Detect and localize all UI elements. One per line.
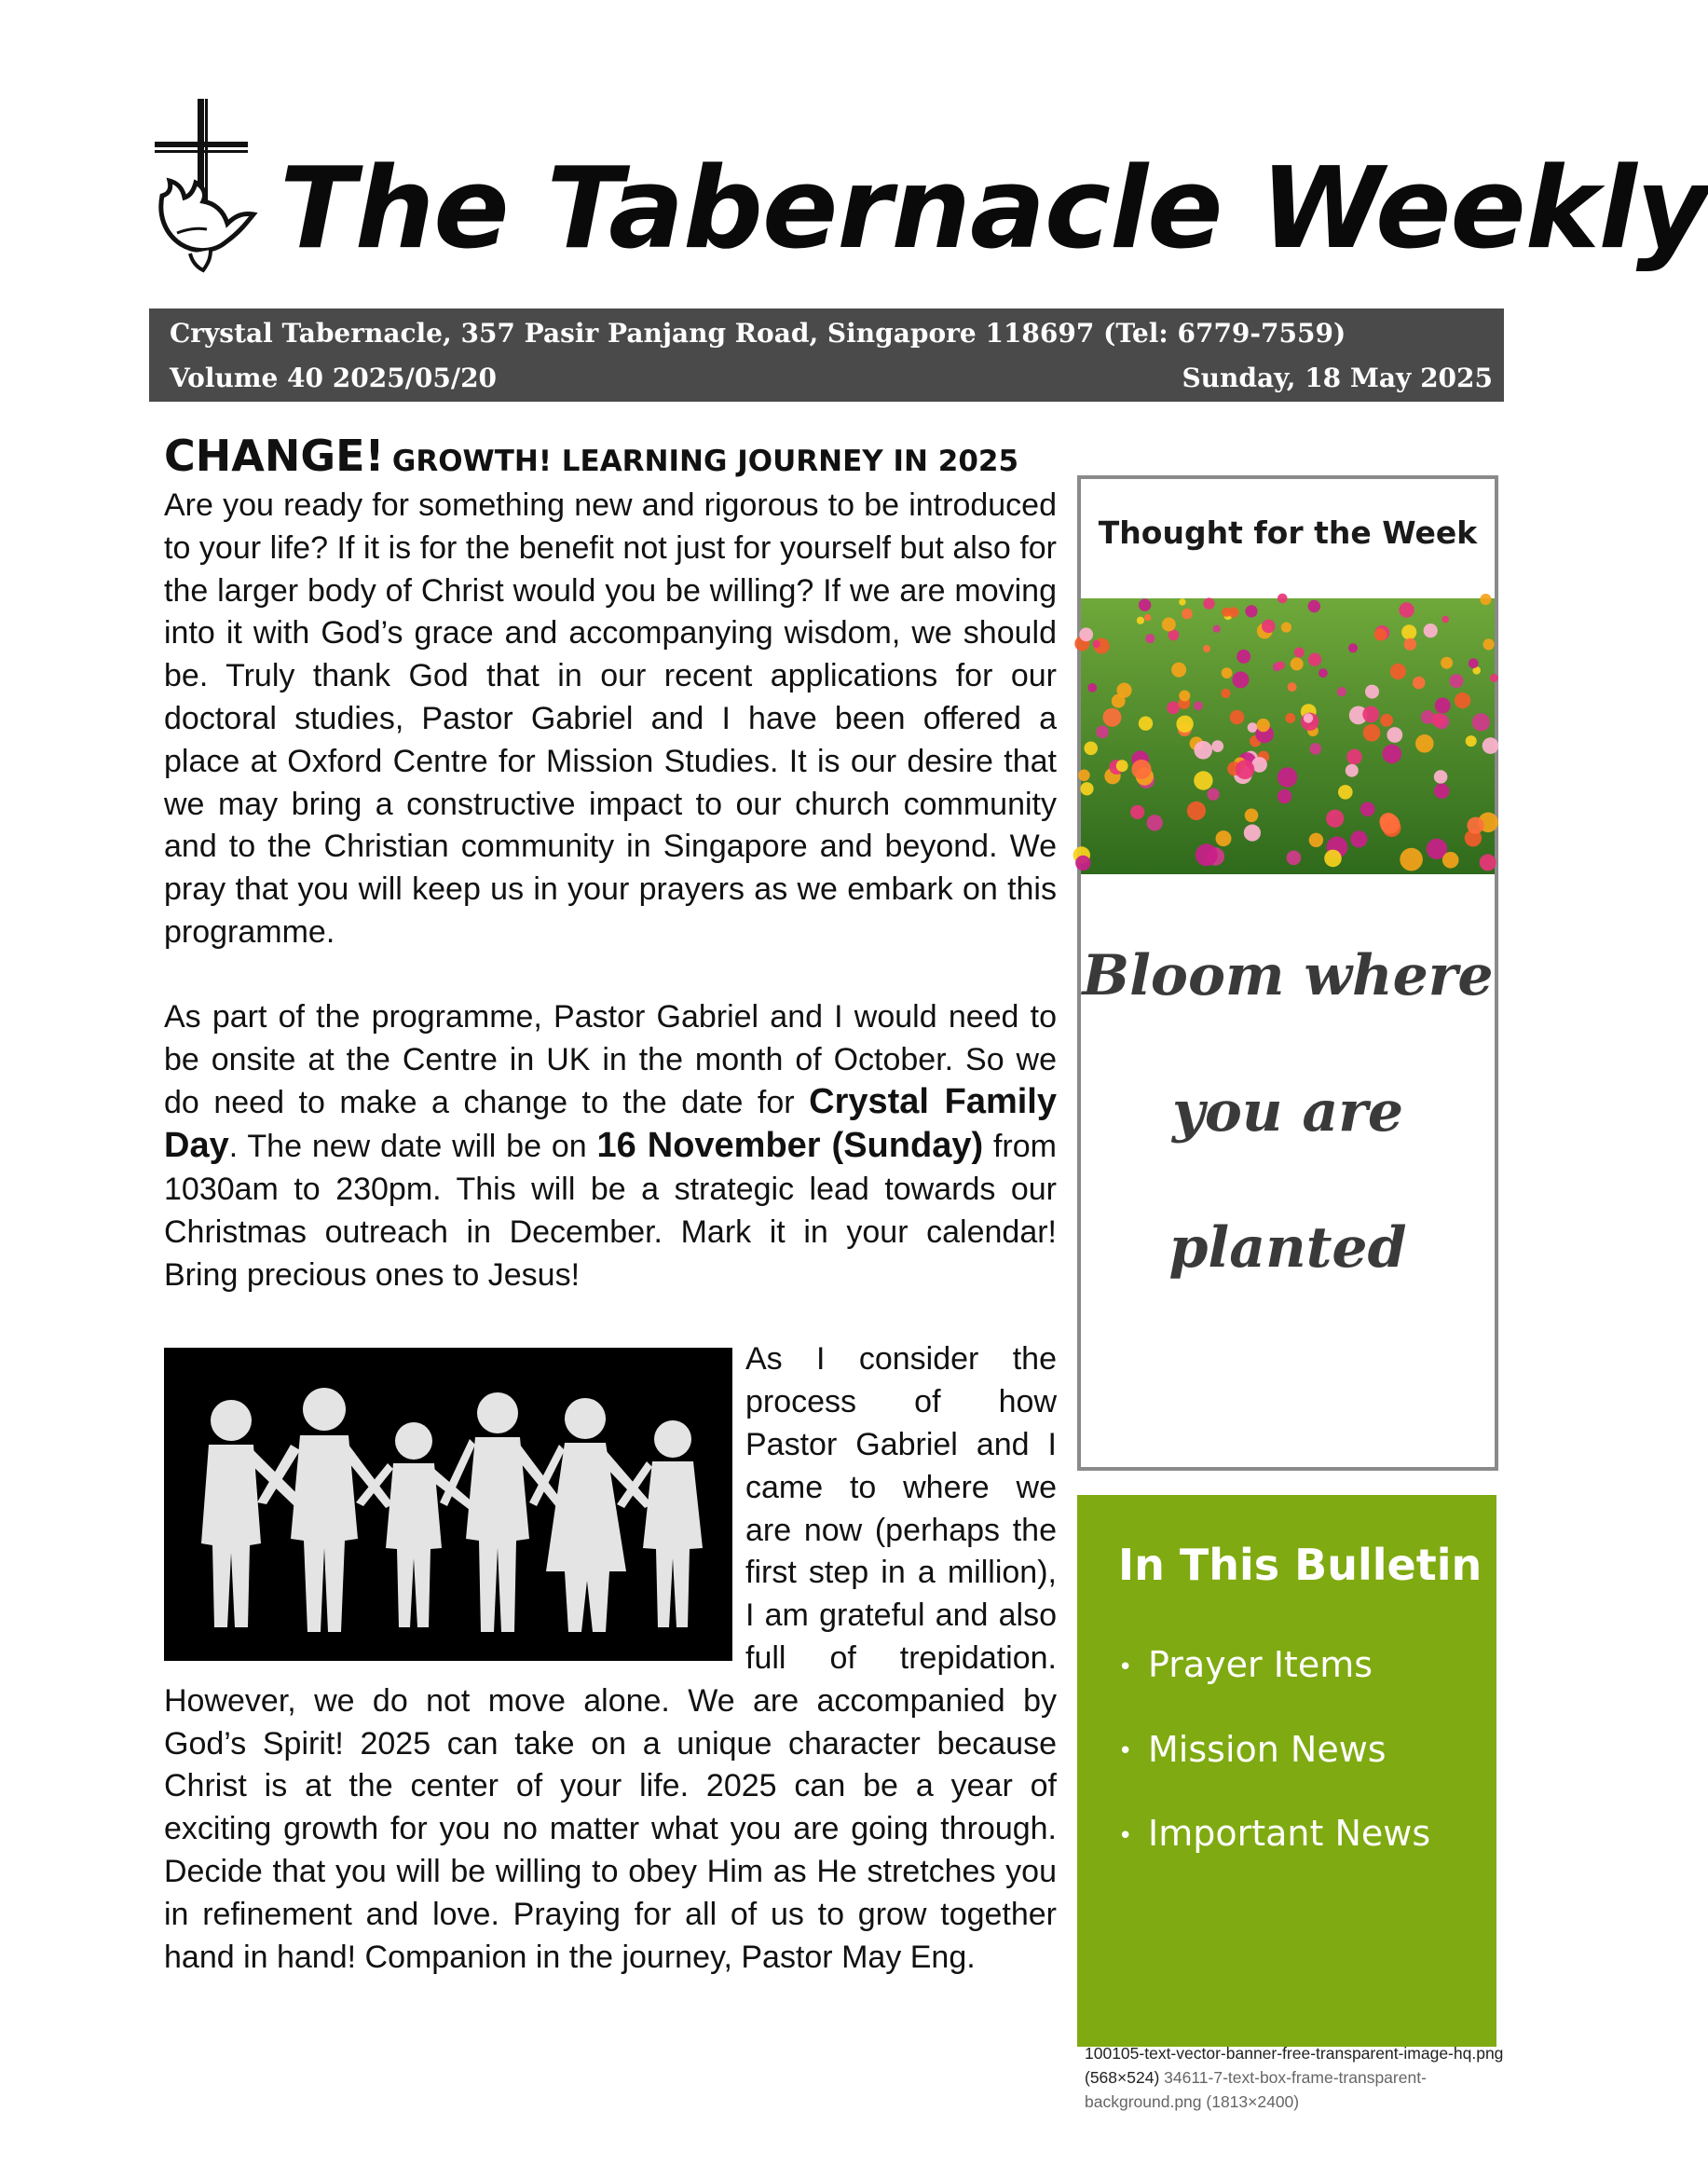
- headline-change: CHANGE!: [164, 431, 385, 481]
- people-holding-hands-image: [164, 1348, 732, 1661]
- bullet-icon: •: [1118, 1737, 1133, 1765]
- church-address: Crystal Tabernacle, 357 Pasir Panjang Road, Singapore 118697 (Tel: 6779-7559): [170, 318, 1346, 349]
- paragraph-2-text-b: . The new date will be on: [228, 1129, 597, 1165]
- bulletin-item-label: Prayer Items: [1148, 1644, 1373, 1685]
- image-source-caption: [1085, 2041, 1504, 2114]
- flower-field-image: [1081, 598, 1495, 874]
- newsletter-title: The Tabernacle Weekly: [280, 144, 1708, 274]
- article-paragraph-2: [164, 996, 1057, 1297]
- thought-for-the-week-box: [1077, 475, 1498, 1471]
- caption-frame-source: 34611-7-text-box-frame-transparent-background.png (1813×2400): [1085, 2068, 1427, 2111]
- issue-date: Sunday, 18 May 2025: [1182, 363, 1493, 393]
- bulletin-item-prayer-items[interactable]: [1118, 1624, 1430, 1708]
- bulletin-item-mission-news[interactable]: [1118, 1708, 1430, 1793]
- bullet-icon: •: [1118, 1821, 1133, 1850]
- article-headline: [164, 431, 1057, 481]
- cross-dove-icon: [149, 93, 261, 280]
- article-paragraph-3: [164, 1338, 1057, 1979]
- quote-line-2: you are: [1171, 1079, 1404, 1145]
- quote-line-3: planted: [1168, 1215, 1407, 1281]
- paragraph-2-text-c: from 1030am to 230pm. This will be a strategic lead towards our Christmas outreach in December. Mark it in your calendar! Bring precious ones to Jesus!: [164, 1129, 1057, 1293]
- paragraph-2-text-a: As part of the programme, Pastor Gabriel and I would need to be onsite at the Centre in UK in the month of October. So we do need to make a change to the date for: [164, 998, 1057, 1121]
- thought-heading: Thought for the Week: [1098, 514, 1478, 551]
- bulletin-item-label: Mission News: [1148, 1728, 1387, 1770]
- event-name: Crystal Family Day: [164, 1082, 1057, 1166]
- event-date: 16 November (Sunday): [596, 1126, 984, 1166]
- info-bar: [149, 308, 1504, 402]
- headline-rest: GROWTH! LEARNING JOURNEY IN 2025: [391, 445, 1019, 478]
- bulletin-list: [1118, 1624, 1430, 1877]
- article-paragraph-1: Are you ready for something new and rigorous to be introduced to your life? If it is for the benefit not just for yourself but also for the larger body of Christ would you be willing? If we are moving into it with God’s grace and accompanying wisdom, we should be. Truly thank God that in our recent applications for our doctoral studies, Pastor Gabriel and I have been offered a place at Oxford Centre for Mission Studies. It is our desire that we may bring a constructive impact to our church community and to the Christian community in Singapore and beyond. We pray that you will keep us in your prayers as we embark on this programme.: [164, 487, 1057, 950]
- caption-banner-source: 100105-text-vector-banner-free-transparent-image-hq.png (568×524): [1085, 2044, 1504, 2087]
- volume-number: Volume 40 2025/05/20: [170, 363, 498, 393]
- thought-quote: [1081, 908, 1495, 1316]
- bulletin-item-important-news[interactable]: [1118, 1792, 1430, 1877]
- masthead: [149, 93, 1708, 280]
- in-this-bulletin-box: [1077, 1495, 1496, 2047]
- paragraph-3-text: As I consider the process of how Pastor Gabriel and I came to where we are now (perhaps the first step in a million), I am grateful and also full of trepidation. However, we do not move alone. We are accompanied by God’s Spirit! 2025 can take on a unique character because Christ is at the center of your life. 2025 can be a year of exciting growth for you no matter what you are going through. Decide that you will be willing to obey Him as He stretches you in refinement and love. Praying for all of us to grow together hand in hand! Companion in the journey, Pastor May Eng.: [164, 1341, 1057, 1975]
- bulletin-title: In This Bulletin: [1118, 1540, 1483, 1590]
- quote-line-1: Bloom where: [1082, 943, 1494, 1008]
- bullet-icon: •: [1118, 1652, 1133, 1681]
- bulletin-item-label: Important News: [1148, 1813, 1431, 1854]
- main-article: [164, 431, 1057, 2021]
